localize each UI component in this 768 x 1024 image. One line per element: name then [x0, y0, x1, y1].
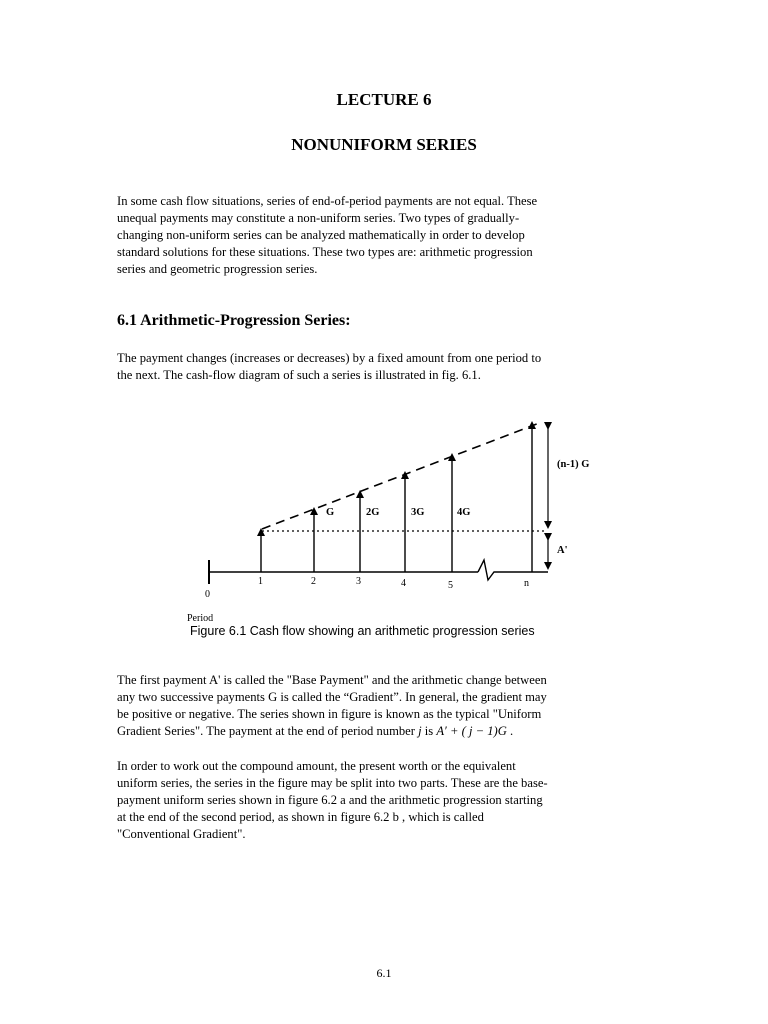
period-tick-4: 4	[401, 578, 406, 589]
is-word: is	[424, 724, 434, 738]
paragraph-line: be positive or negative. The series shown in figure is known as the typical "Uniform	[117, 707, 542, 721]
intro-line: standard solutions for these situations. These two types are: arithmetic progression	[117, 245, 533, 259]
arrow-label-g: G	[326, 507, 335, 518]
paragraph-line: at the end of the second period, as shown in figure 6.2 b , which is called	[117, 810, 484, 824]
section-intro-line: The payment changes (increases or decreases) by a fixed amount from one period to	[117, 351, 542, 365]
paragraph-line	[117, 723, 637, 740]
gradient-line	[262, 422, 542, 529]
arrow-label-4g: 4G	[457, 507, 471, 518]
payment-formula: A′ + ( j − 1)G	[436, 724, 507, 738]
paragraph-line: "Conventional Gradient".	[117, 827, 246, 841]
axis-label-period: Period	[187, 613, 214, 624]
gradient-total-label: (n-1) G	[557, 459, 590, 470]
lecture-title: LECTURE 6	[336, 90, 432, 109]
period-variable: j	[418, 724, 422, 738]
split-series-paragraph	[117, 758, 637, 843]
period-tick-5: 5	[448, 580, 453, 591]
sentence-end: .	[509, 724, 514, 738]
figure-caption: Figure 6.1 Cash flow showing an arithmetic progression series	[190, 624, 535, 638]
period-tick-2: 2	[311, 576, 316, 587]
paragraph-line: uniform series, the series in the figure may be split into two parts. These are the base-	[117, 776, 548, 790]
page-number: 6.1	[376, 966, 392, 980]
period-tick-3: 3	[356, 576, 361, 587]
section-heading: 6.1 Arithmetic-Progression Series:	[117, 312, 351, 329]
period-tick-n: n	[524, 578, 529, 589]
paragraph-line: payment uniform series shown in figure 6.2 a and the arithmetic progression starting	[117, 793, 543, 807]
intro-line: changing non-uniform series can be analyzed mathematically in order to develop	[117, 228, 525, 242]
paragraph-line: In order to work out the compound amount, the present worth or the equivalent	[117, 759, 516, 773]
paragraph-line: any two successive payments G is called the “Gradient”. In general, the gradient may	[117, 690, 547, 704]
axis-break	[478, 560, 548, 580]
arrow-label-3g: 3G	[411, 507, 425, 518]
intro-line: series and geometric progression series.	[117, 262, 318, 276]
paragraph-line: The first payment A' is called the "Base Payment" and the arithmetic change between	[117, 673, 547, 687]
period-tick-1: 1	[258, 576, 263, 587]
paragraph-line-text: Gradient Series". The payment at the end of period number	[117, 724, 415, 738]
base-payment-label: A'	[557, 545, 568, 556]
period-tick-0: 0	[205, 589, 210, 600]
chapter-title: NONUNIFORM SERIES	[291, 135, 477, 154]
arrow-label-2g: 2G	[366, 507, 380, 518]
section-intro-line: the next. The cash-flow diagram of such a series is illustrated in fig. 6.1.	[117, 368, 481, 382]
base-payment-paragraph	[117, 672, 637, 740]
intro-line: In some cash flow situations, series of end-of-period payments are not equal. These	[117, 194, 538, 208]
intro-line: unequal payments may constitute a non-uniform series. Two types of gradually-	[117, 211, 520, 225]
